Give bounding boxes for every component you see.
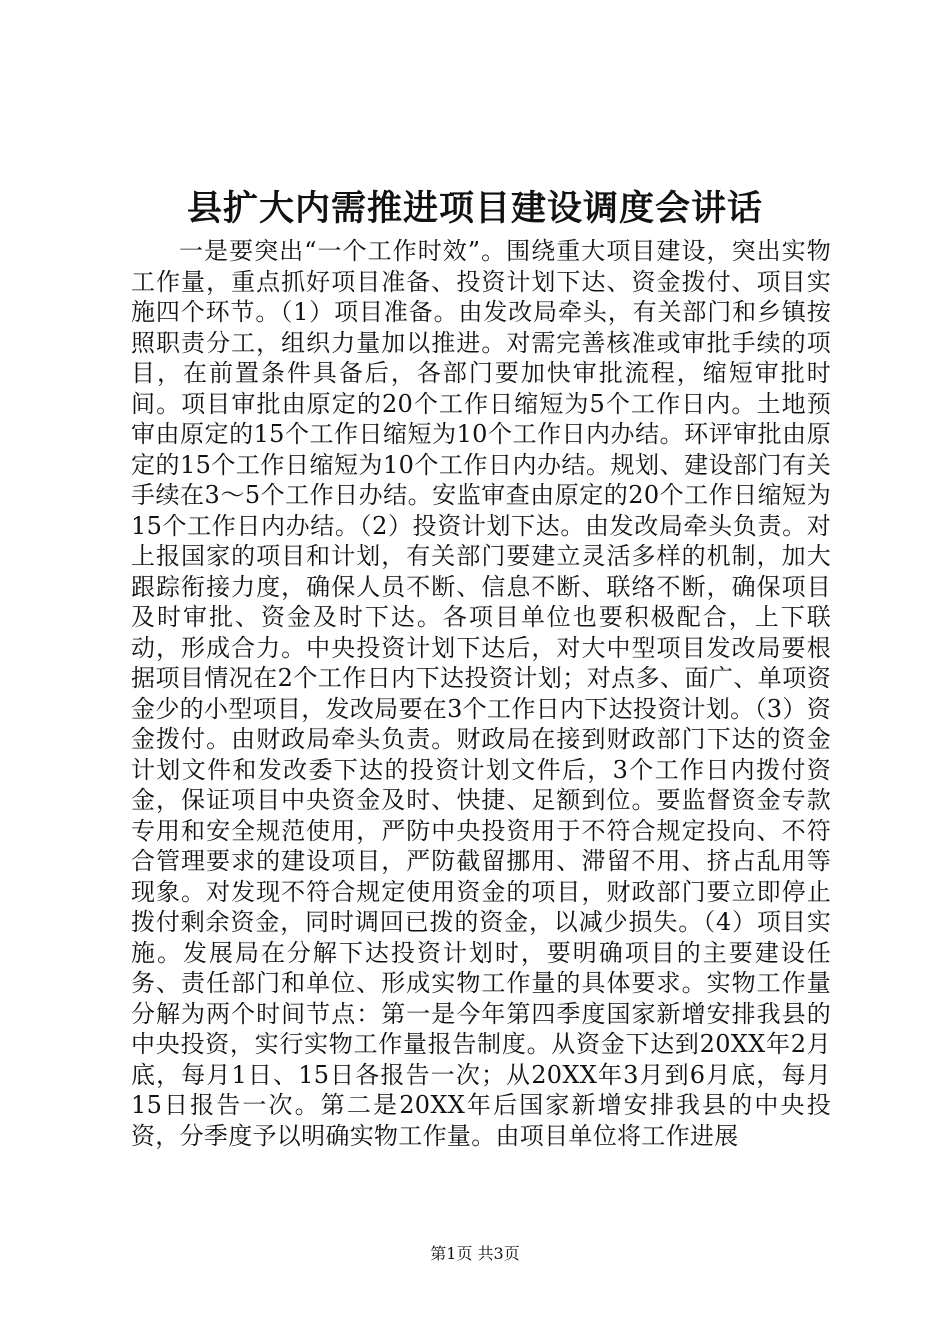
document-title: 县扩大内需推进项目建设调度会讲话 <box>186 188 763 229</box>
page-number-footer: 第1页 共3页 <box>430 1244 520 1263</box>
body-paragraph: 一是要突出“一个工作时效”。围绕重大项目建设，突出实物工作量，重点抓好项目准备、投资计划下达、资金拨付、项目实施四个环节。（1）项目准备。由发改局牵头，有关部门和乡镇按照职责分工，组织力量加以推进。对需完善核准或审批手续的项目，在前置条件具备后，各部门要加快审批流程，缩短审批时间。项目审批由原定的20个工作日缩短为5个工作日内。土地预审由原定的15个工作日缩短为10个工作日内办结。环评审批由原定的15个工作日缩短为10个工作日内办结。规划、建设部门有关手续在3～5个工作日办结。安监审查由原定的20个工作日缩短为15个工作日内办结。（2）投资计划下达。由发改局牵头负责。对上报国家的项目和计划，有关部门要建立灵活多样的机制，加大跟踪衔接力度，确保人员不断、信息不断、联络不断，确保项目及时审批、资金及时下达。各项目单位也要积极配合，上下联动，形成合力。中央投资计划下达后，对大中型项目发改局要根据项目情况在2个工作日内下达投资计划；对点多、面广、单项资金少的小型项目，发改局要在3个工作日内下达投资计划。（3）资金拨付。由财政局牵头负责。财政局在接到财政部门下达的资金计划文件和发改委下达的投资计划文件后，3个工作日内拨付资金，保证项目中央资金及时、快捷、足额到位。要监督资金专款专用和安全规范使用，严防中央投资用于不符合规定投向、不符合管理要求的建设项目，严防截留挪用、滞留不用、挤占乱用等现象。对发现不符合规定使用资金的项目，财政部门要立即停止拨付剩余资金，同时调回已拨的资金，以减少损失。（4）项目实施。发展局在分解下达投资计划时，要明确项目的主要建设任务、责任部门和单位、形成实物工作量的具体要求。实物工作量分解为两个时间节点：第一是今年第四季度国家新增安排我县的中央投资，实行实物工作量报告制度。从资金下达到20XX年2月底，每月1日、15日各报告一次；从20XX年3月到6月底，每月15日报告一次。第二是20XX年后国家新增安排我县的中央投资，分季度予以明确实物工作量。由项目单位将工作进展 <box>131 237 831 1150</box>
